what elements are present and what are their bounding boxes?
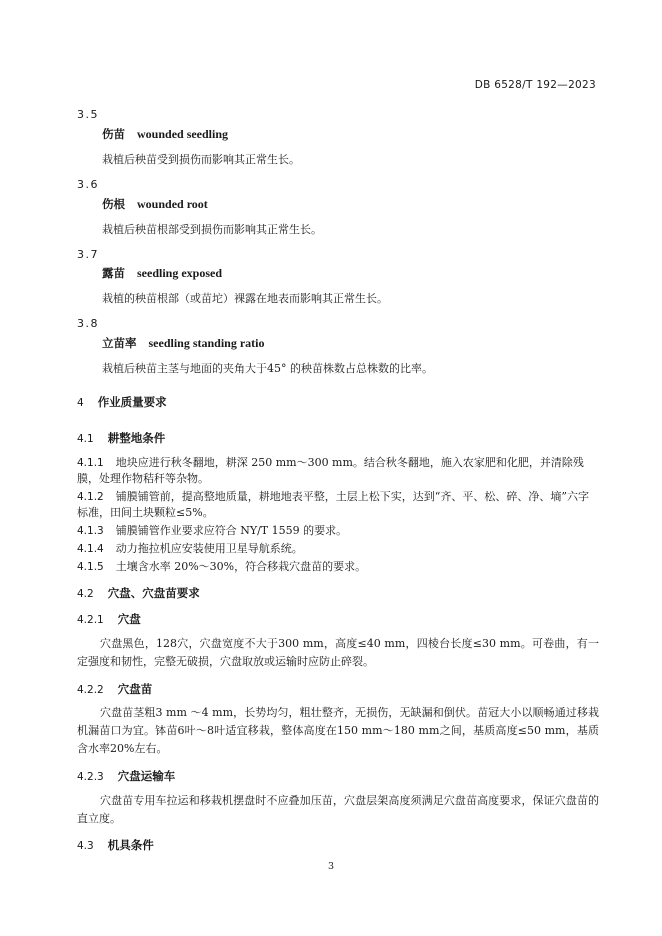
clause-item (77, 541, 599, 557)
paragraph: 穴盘黑色，128穴，穴盘宽度不大于300 mm，高度≤40 mm，四棱台长度≤30 mm。可卷曲，有一定强度和韧性，完整无破损，穴盘取放或运输时应防止碎裂。 (77, 637, 599, 668)
subsubsection-number: 4.2.2 (77, 684, 104, 696)
clause-text: 动力拖拉机应安装使用卫星导航系统。 (115, 542, 303, 555)
clause-number: 4.1.5 (77, 561, 104, 573)
term-title (102, 196, 208, 212)
section-number: 4 (77, 397, 84, 409)
term-english: wounded seedling (137, 127, 229, 141)
clause-number: 3.7 (77, 248, 99, 261)
term-chinese: 露苗 (102, 266, 125, 280)
clause-text: 地块应进行秋冬翻地，耕深 250 mm～300 mm。结合秋冬翻地，施入农家肥和化肥，并清除残膜，处理作物秸秆等杂物。 (77, 456, 584, 485)
clause-item (77, 559, 599, 575)
page-number: 3 (327, 861, 335, 872)
term-title (102, 335, 265, 351)
subsubsection-title: 穴盘苗 (117, 682, 153, 696)
term-english: seedling standing ratio (148, 336, 265, 350)
clause-number: 4.1.4 (77, 543, 104, 555)
term-title (102, 126, 228, 142)
term-definition: 栽植的秧苗根部（或苗坨）裸露在地表而影响其正常生长。 (102, 292, 388, 305)
section-heading (77, 394, 167, 410)
term-definition: 栽植后秧苗根部受到损伤而影响其正常生长。 (102, 223, 322, 236)
paragraph: 穴盘苗专用车拉运和移栽机摆盘时不应叠加压苗，穴盘层架高度须满足穴盘苗高度要求，保证穴盘苗的直立度。 (77, 794, 599, 825)
subsection-title: 机具条件 (107, 838, 154, 852)
clause-text: 铺膜铺管作业要求应符合 NY/T 1559 的要求。 (115, 524, 348, 537)
subsubsection-number: 4.2.3 (77, 771, 104, 783)
clause-item (77, 489, 599, 521)
subsubsection-heading (77, 768, 175, 784)
subsection-title: 耕整地条件 (107, 431, 166, 445)
subsection-number: 4.2 (77, 588, 94, 600)
paragraph: 穴盘苗茎粗3 mm ～4 mm，长势均匀，粗壮整齐，无损伤，无缺漏和倒伏。苗冠大小以顺畅通过移栽机漏苗口为宜。钵苗6叶～8叶适宜移栽，整体高度在150 mm～180 mm之间，基质高度≤50 mm，基质含水率20%左右。 (77, 706, 599, 755)
clause-text: 土壤含水率 20%～30%，符合移栽穴盘苗的要求。 (115, 560, 367, 573)
term-chinese: 伤根 (102, 197, 125, 211)
term-title (102, 265, 222, 281)
clause-item (77, 455, 599, 487)
section-title: 作业质量要求 (97, 395, 167, 409)
document-id-header: DB 6528/T 192—2023 (474, 79, 596, 91)
term-definition: 栽植后秧苗受到损伤而影响其正常生长。 (102, 153, 300, 166)
clause-number: 3.6 (77, 178, 99, 191)
subsection-heading (77, 430, 165, 446)
term-chinese: 立苗率 (102, 336, 137, 350)
subsubsection-number: 4.2.1 (77, 614, 104, 626)
subsubsection-title: 穴盘 (117, 612, 141, 626)
clause-text: 铺膜铺管前，提高整地质量，耕地地表平整，土层上松下实，达到“齐、平、松、碎、净、墒”六字标准，田间土块颗粒≤5%。 (77, 490, 589, 519)
term-definition: 栽植后秧苗主茎与地面的夹角大于45° 的秧苗株数占总株数的比率。 (102, 362, 433, 375)
clause-number: 3.5 (77, 108, 99, 121)
term-english: seedling exposed (137, 266, 223, 280)
subsection-heading (77, 585, 200, 601)
subsection-number: 4.3 (77, 840, 94, 852)
subsection-heading (77, 837, 154, 853)
clause-number: 4.1.3 (77, 525, 104, 537)
clause-number: 4.1.1 (77, 457, 104, 469)
subsubsection-title: 穴盘运输车 (117, 769, 176, 783)
subsubsection-heading (77, 611, 141, 627)
clause-item (77, 523, 599, 539)
subsubsection-heading (77, 681, 152, 697)
term-english: wounded root (137, 197, 208, 211)
subsection-title: 穴盘、穴盘苗要求 (107, 586, 200, 600)
clause-number: 4.1.2 (77, 491, 104, 503)
term-chinese: 伤苗 (102, 127, 125, 141)
subsection-number: 4.1 (77, 433, 94, 445)
clause-number: 3.8 (77, 317, 99, 330)
